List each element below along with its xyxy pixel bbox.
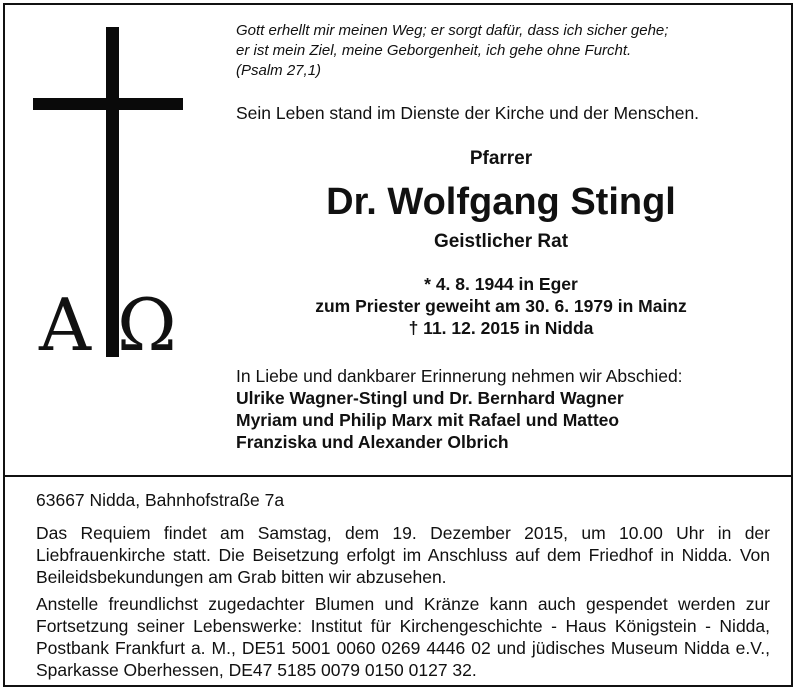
psalm-quote (236, 21, 756, 81)
psalm-line-2: er ist mein Ziel, meine Geborgenheit, ich gehe ohne Furcht. (236, 42, 632, 59)
birth-date: * 4. 8. 1944 in Eger (424, 274, 578, 294)
death-date: † 11. 12. 2015 in Nidda (408, 318, 594, 338)
address: 63667 Nidda, Bahnhofstraße 7a (36, 490, 285, 510)
ordination-date: zum Priester geweiht am 30. 6. 1979 in Mainz (315, 296, 687, 316)
omega-symbol: Ω (117, 283, 177, 367)
requiem-paragraph: Das Requiem findet am Samstag, dem 19. Dezember 2015, um 10.00 Uhr in der Liebfrauenkirche statt. Die Beisetzung erfolgt im Anschluss auf dem Friedhof in Nidda. Von Beileidsbekundungen am Grab bitten wir abzusehen. (36, 523, 770, 587)
psalm-reference: (Psalm 27,1) (236, 62, 322, 79)
motto-text: Sein Leben stand im Dienste der Kirche und der Menschen. (236, 103, 700, 123)
mourner-name: Myriam und Philip Marx mit Rafael und Matteo (236, 410, 620, 430)
mourners-intro: In Liebe und dankbarer Erinnerung nehmen wir Abschied: (236, 366, 683, 386)
divider (5, 475, 791, 477)
title-above-name: Pfarrer (469, 148, 533, 169)
title-below-name: Geistlicher Rat (433, 231, 569, 252)
donations-paragraph: Anstelle freundlichst zugedachter Blumen und Kränze kann auch gespendet werden zur Fortsetzung seiner Lebenswerke: Institut für Kirchengeschichte - Haus Königstein - Nidda, Postbank Frankfurt a. M., DE51 5001 0060 0269 4446 02 und jüdisches Museum Nidda e.V., Sparkasse Oberhessen, DE47 5185 0079 0150 0127 32. (36, 594, 770, 680)
cross-icon-horizontal (33, 98, 183, 110)
psalm-line-1: Gott erhellt mir meinen Weg; er sorgt dafür, dass ich sicher gehe; (236, 22, 669, 39)
alpha-symbol: A (39, 283, 91, 367)
obituary-notice (3, 3, 793, 687)
mourner-name: Ulrike Wagner-Stingl und Dr. Bernhard Wagner (236, 388, 624, 408)
mourners-block (236, 365, 683, 453)
deceased-name: Dr. Wolfgang Stingl (326, 181, 676, 223)
mourner-name: Franziska und Alexander Olbrich (236, 432, 509, 452)
life-dates (236, 273, 766, 339)
